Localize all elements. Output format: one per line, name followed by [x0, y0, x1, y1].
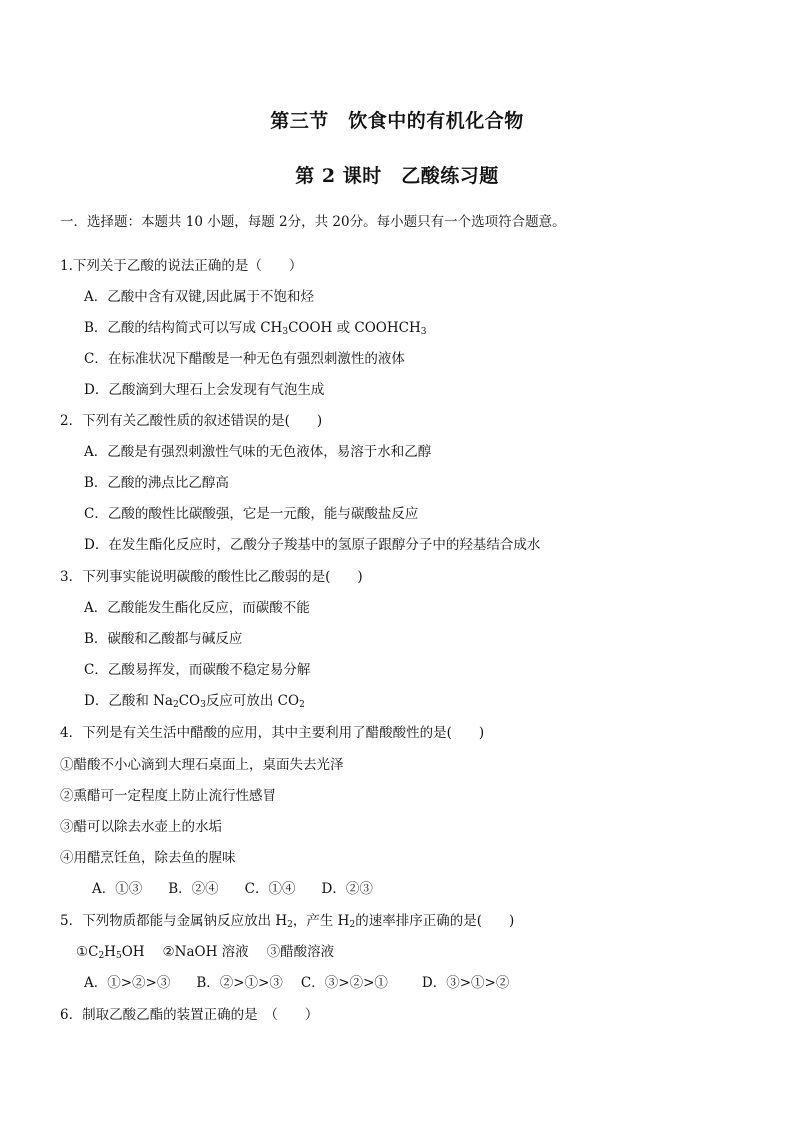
q5-stem-text: 5．下列物质都能与金属钠反应放出 H: [60, 913, 288, 929]
q5-stem-text2: ，产生 H: [292, 913, 350, 929]
q4-option-b: B．②④: [168, 881, 219, 897]
q5-item-1-text2: H: [104, 944, 116, 960]
q4-item-2: ②熏醋可一定程度上防止流行性感冒: [60, 788, 276, 804]
q5-item-1-sub2: 5: [115, 951, 122, 961]
q4-options: [92, 880, 373, 898]
page-subtitle: 第 2 课时 乙酸练习题: [295, 165, 499, 187]
q4-option-c: C．①④: [244, 881, 296, 897]
q1-option-b: [84, 319, 426, 341]
q4-item-4: ④用醋烹饪鱼，除去鱼的腥味: [60, 850, 236, 866]
q5-stem-sub1: 2: [287, 920, 293, 930]
q5-option-b: B．②>①>③: [196, 975, 283, 991]
q5-item-1: [76, 944, 145, 960]
q5-item-1-sub1: 2: [98, 951, 105, 961]
q5-item-3: ③醋酸溶液: [266, 944, 335, 960]
q5-stem-text3: 的速率排序正确的是( ): [355, 913, 515, 929]
q3-option-d: [84, 692, 305, 714]
q5-items: [76, 943, 334, 965]
page-title: 第三节 饮食中的有机化合物: [270, 110, 524, 132]
q2-option-a: A．乙酸是有强烈刺激性气味的无色液体，易溶于水和乙醇: [84, 444, 432, 460]
q5-options: [84, 974, 509, 992]
q3-option-d-text3: 反应可放出 CO: [205, 693, 300, 709]
q4-item-3: ③醋可以除去水壶上的水垢: [60, 819, 222, 835]
q5-item-1-text: ①C: [76, 944, 99, 960]
q4-stem: 4．下列是有关生活中醋酸的应用，其中主要利用了醋酸酸性的是( ): [60, 725, 485, 741]
q4-option-a: A．①③: [92, 881, 143, 897]
q5-stem-sub2: 2: [349, 920, 356, 930]
q2-option-b: B．乙酸的沸点比乙醇高: [84, 475, 229, 491]
q4-option-d: D．②③: [321, 881, 373, 897]
q3-option-a: A．乙酸能发生酯化反应，而碳酸不能: [84, 600, 310, 616]
q3-option-d-sub2: 3: [200, 700, 206, 710]
q3-option-b: B．碳酸和乙酸都与碱反应: [84, 631, 243, 647]
q1-option-c: C．在标准状况下醋酸是一种无色有强烈刺激性的液体: [84, 351, 405, 367]
q1-option-b-sub1: 3: [282, 327, 289, 337]
q1-option-b-text2: COOH 或 COOHCH: [288, 320, 421, 336]
q1-option-b-text: B．乙酸的结构简式可以写成 CH: [84, 320, 283, 336]
q3-option-d-sub1: 2: [172, 700, 179, 710]
q6-stem: 6．制取乙酸乙酯的装置正确的是 （ ）: [60, 1007, 319, 1023]
q1-stem: 1.下列关于乙酸的说法正确的是（ ）: [60, 258, 303, 274]
section-intro: 一．选择题：本题共 10 小题，每题 2分，共 20分。每小题只有一个选项符合题意。: [60, 214, 566, 230]
q3-stem: 3．下列事实能说明碳酸的酸性比乙酸弱的是( ): [60, 569, 363, 585]
q3-option-c: C．乙酸易挥发，而碳酸不稳定易分解: [84, 662, 311, 678]
q5-option-d: D．③>①>②: [421, 975, 510, 991]
q5-option-a: A．①>②>③: [84, 975, 171, 991]
q2-option-d: D．在发生酯化反应时，乙酸分子羧基中的氢原子跟醇分子中的羟基结合成水: [84, 537, 541, 553]
q5-item-1-text3: OH: [121, 944, 145, 960]
q3-option-d-sub3: 2: [299, 700, 305, 710]
q2-option-c: C．乙酸的酸性比碳酸强，它是一元酸，能与碳酸盐反应: [84, 506, 419, 522]
q4-item-1: ①醋酸不小心滴到大理石桌面上，桌面失去光泽: [60, 757, 344, 773]
q1-option-a: A．乙酸中含有双键,因此属于不饱和烃: [84, 289, 315, 305]
q5-item-2: ②NaOH 溶液: [162, 944, 249, 960]
q3-option-d-text2: CO: [178, 693, 201, 709]
q1-option-d: D．乙酸滴到大理石上会发现有气泡生成: [84, 382, 325, 398]
q1-option-b-sub2: 3: [420, 327, 427, 337]
q3-option-d-text: D．乙酸和 Na: [84, 693, 173, 709]
q2-stem: 2．下列有关乙酸性质的叙述错误的是( ): [60, 413, 323, 429]
q5-option-c: C．③>②>①: [300, 975, 388, 991]
q5-stem: [60, 912, 514, 934]
